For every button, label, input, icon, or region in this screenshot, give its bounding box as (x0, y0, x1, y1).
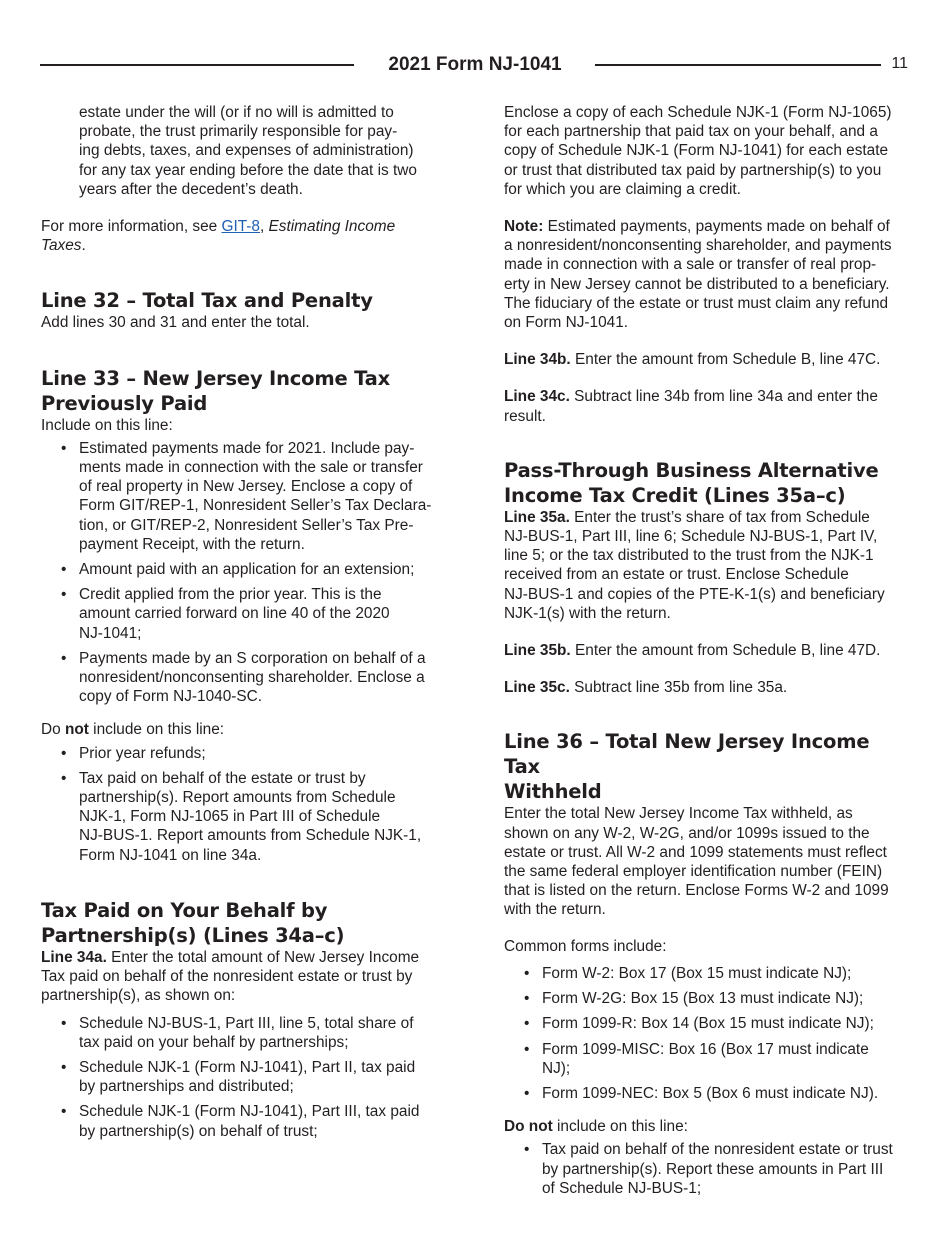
tax-paid-section (41, 898, 451, 1141)
line-34a-text: Line 34a. Enter the total amount of New Jersey Income Tax paid on behalf of the nonresident estate or trust by partnership(s), as shown on: (41, 948, 420, 1005)
line-36-text: Enter the total New Jersey Income Tax withheld, as shown on any W-2, W-2G, and/or 1099s issued to the estate or trust. All W-2 and 1099 statements must reflect the same federal employer identification number (FEIN) that is listed on the return. Enclose Forms W-2 and 1099 with the return. (504, 805, 889, 919)
list-item: • Form 1099-NEC: Box 5 (Box 6 must indicate NJ). (524, 1084, 879, 1102)
list-item: • Credit applied from the prior year. This is the amount carried forward on line 40 of the 2020 NJ-1041; (61, 586, 390, 642)
tax-paid-heading: Tax Paid on Your Behalf by Partnership(s) (Lines 34a–c) (41, 898, 345, 947)
list-item: • Schedule NJK-1 (Form NJ-1041), Part III, tax paid by partnership(s) on behalf of trust; (61, 1103, 420, 1140)
line-33-include-text: Include on this line: (41, 416, 173, 434)
list-item: • Tax paid on behalf of the estate or trust by partnership(s). Report amounts from Schedule NJK-1, Form NJ-1065 in Part III of Schedule NJ-BUS-1. Report amounts from Schedule NJK-1, Form NJ-1041 on line 34a. (61, 769, 422, 864)
line-36-section (504, 729, 910, 1197)
page-header (40, 52, 908, 78)
line-36-exclude-text: Do not include on this line: (504, 1118, 688, 1136)
line-34c-text: Line 34c. Subtract line 34b from line 34a and enter the result. (504, 388, 878, 425)
list-item: • Estimated payments made for 2021. Include pay- ments made in connection with the sale or transfer of real property in New Jersey. Enclose a copy of Form GIT/REP-1, Nonresident Seller’s Tax Declara- tion, or GIT/REP-2, Nonresident Seller’s Tax Pre- payment Receipt, with the return. (61, 439, 432, 553)
line-35c-text: Line 35c. Subtract line 35b from line 35a. (504, 679, 788, 697)
pte-heading: Pass-Through Business Alternative Income Tax Credit (Lines 35a–c) (504, 458, 879, 507)
line-34a-list (41, 1014, 451, 1141)
list-item: • Tax paid on behalf of the nonresident estate or trust by partnership(s). Report these amounts in Part III of Schedule NJ-BUS-1; (524, 1141, 893, 1197)
line-33-heading: Line 33 – New Jersey Income Tax Previously Paid (41, 366, 390, 415)
more-info-paragraph: For more information, see GIT-8, Estimating Income Taxes. (41, 218, 396, 255)
enclose-paragraph: Enclose a copy of each Schedule NJK-1 (Form NJ-1065) for each partnership that paid tax on your behalf, and a copy of Schedule NJK-1 (Form NJ-1041) for each estate or trust that distributed tax paid by partnership(s) to you for which you are claiming a credit. (504, 104, 892, 198)
list-item: • Form 1099-MISC: Box 16 (Box 17 must indicate NJ); (524, 1040, 869, 1077)
header-rule-left (40, 64, 354, 66)
list-item: • Payments made by an S corporation on behalf of a nonresident/nonconsenting shareholder. Enclose a copy of Form NJ-1040-SC. (61, 649, 426, 706)
continued-paragraph: estate under the will (or if no will is admitted to probate, the trust primarily responsible for pay- ing debts, taxes, and expenses of administration) for any tax year ending before the date that is two years after the decedent’s death. (79, 104, 417, 198)
line-33-section (41, 366, 451, 865)
line-33-exclude-text: Do not include on this line: (41, 721, 225, 739)
page-number: 11 (891, 55, 908, 72)
list-item: • Form W-2G: Box 15 (Box 13 must indicate NJ); (524, 990, 864, 1008)
note-paragraph: Note: Estimated payments, payments made on behalf of a nonresident/nonconsenting shareholder, and payments made in connection with a sale or transfer of real prop- erty in New Jersey cannot be distributed to a beneficiary. The fiduciary of the estate or trust must claim any refund on Form NJ-1041. (504, 218, 892, 332)
line-36-heading: Line 36 – Total New Jersey Income Tax Withheld (504, 730, 870, 804)
common-forms-list (504, 964, 910, 1103)
line-32-section (41, 288, 451, 332)
left-column (41, 103, 451, 1141)
list-item: • Schedule NJ-BUS-1, Part III, line 5, total share of tax paid on your behalf by partnerships; (61, 1014, 414, 1051)
page-title: 2021 Form NJ-1041 (388, 54, 562, 75)
list-item: • Amount paid with an application for an extension; (61, 561, 415, 579)
line-35b-text: Line 35b. Enter the amount from Schedule B, line 47D. (504, 642, 881, 660)
line-32-text: Add lines 30 and 31 and enter the total. (41, 314, 310, 332)
line-32-heading: Line 32 – Total Tax and Penalty (41, 289, 373, 313)
line-35a-text: Line 35a. Enter the trust’s share of tax from Schedule NJ-BUS-1, Part III, line 6; Schedule NJ-BUS-1, Part IV, line 5; or the tax distributed to the trust from the NJK-1 received from an estate or trust. Enclose Schedule NJ-BUS-1 and copies of the PTE-K-1(s) and beneficiary NJK-1(s) with the return. (504, 508, 885, 622)
line-36-exclude-list (504, 1140, 910, 1198)
line-33-include-list (41, 439, 451, 707)
git-8-link[interactable]: GIT-8 (221, 218, 260, 236)
list-item: • Form 1099-R: Box 14 (Box 15 must indicate NJ); (524, 1015, 874, 1033)
list-item: • Prior year refunds; (61, 744, 206, 762)
common-forms-text: Common forms include: (504, 937, 667, 955)
line-34b-text: Line 34b. Enter the amount from Schedule B, line 47C. (504, 351, 881, 369)
pte-section (504, 458, 910, 698)
line-33-exclude-list (41, 744, 451, 865)
right-column (504, 103, 910, 1198)
list-item: • Schedule NJK-1 (Form NJ-1041), Part II, tax paid by partnerships and distributed; (61, 1058, 416, 1096)
header-rule-right (595, 64, 881, 66)
list-item: • Form W-2: Box 17 (Box 15 must indicate NJ); (524, 964, 852, 982)
